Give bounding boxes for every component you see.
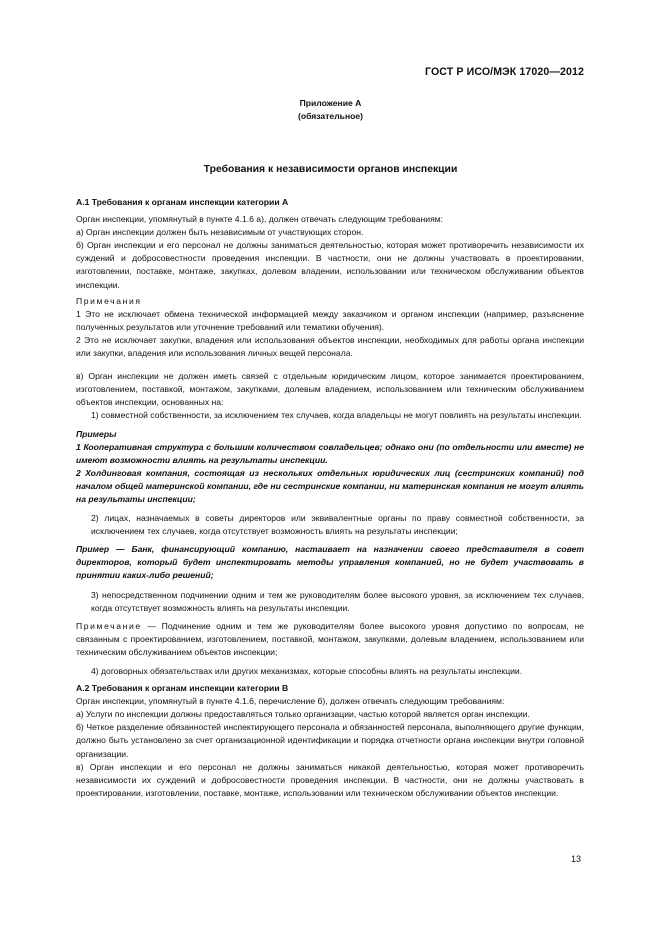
c-subitem-4: 4) договорных обязательствах или других механизмах, которые способны влиять на результаты инспекции. bbox=[91, 666, 523, 676]
standard-designation: ГОСТ Р ИСО/МЭК 17020—2012 bbox=[425, 66, 584, 78]
page-number: 13 bbox=[570, 854, 581, 864]
c-subitem-2: 2) лицах, назначаемых в советы директоров или эквивалентные органы по праву совместной собственности, за исключением тех случаев, когда отсутствует возможность влиять на результаты инспекции; bbox=[91, 513, 584, 537]
a1-item-a: а) Орган инспекции должен быть независимым от участвующих сторон. bbox=[76, 227, 364, 238]
note-2: 2 Это не исключает закупки, владения или использования объектов инспекции, необходимых для работы органа инспекции или закупки, владения или использования личных вещей персонала. bbox=[76, 334, 584, 359]
note-3 bbox=[76, 620, 584, 659]
example-3: Пример — Банк, финансирующий компанию, настаивает на назначении своего представителя в совет директоров, который будет инспектировать методы управления компанией, но не будет участвовать в принятии каких-либо решений; bbox=[76, 544, 584, 581]
a2-item-c: в) Орган инспекции и его персонал не должны заниматься никакой деятельностью, которая может противоречить независимости их суждений и добросовестности проведения инспекции. В частности, они не должны участвовать в проектировании, изготовлении, поставке, монтаже, использовании или техническом обслуживании объектов инспекции. bbox=[76, 761, 584, 798]
example-1: 1 Кооперативная структура с большим количеством совладельцев; однако они (по отдельности или вместе) не имеют возможности влиять на результаты инспекции. bbox=[76, 441, 584, 465]
note-3-text: — Подчинение одним и тем же руководителям более высокого уровня допустимо по вопросам, не связанным с проектированием, изготовлением, поставкой, монтажом, закупками, долевым владением, использованием или техническим обслуживанием объектов инспекции; bbox=[76, 620, 584, 657]
page-title: Требования к независимости органов инспекции bbox=[203, 164, 458, 175]
a2-item-b: б) Четкое разделение обязанностей инспектирующего персонала и обязанностей персонала, выполняющего другие функции, должно быть установлено за счет организационной идентификации и порядка отчетности органа инспекции внутри головной организации. bbox=[76, 722, 584, 759]
a2-item-a: а) Услуги по инспекции должны предоставляться только организации, частью которой является орган инспекции. bbox=[76, 709, 530, 720]
c-subitem-3: 3) непосредственном подчинении одним и тем же руководителям более высокого уровня, за исключением тех случаев, когда отсутствует возможность влиять на результаты инспекции. bbox=[91, 589, 584, 613]
note-1: 1 Это не исключает обмена технической информацией между заказчиком и органом инспекции (например, разъяснение полученных результатов или уточнение требований или тематики обучения). bbox=[76, 308, 584, 332]
section-a1-heading: А.1 Требования к органам инспекции категории А bbox=[76, 197, 289, 207]
a2-intro: Орган инспекции, упомянутый в пункте 4.1.6, перечисление б), должен отвечать следующим требованиям: bbox=[76, 696, 505, 707]
example-2: 2 Холдинговая компания, состоящая из нескольких отдельных юридических лиц (сестринских компаний) под началом общей материнской компании, где ни сестринские компании, ни материнская компания не могут влиять на результаты инспекции; bbox=[76, 467, 584, 504]
section-a2-heading: А.2 Требования к органам инспекции категории В bbox=[76, 683, 289, 694]
annex-status: (обязательное) bbox=[297, 111, 364, 121]
c-subitem-1: 1) совместной собственности, за исключением тех случаев, когда владельцы не могут повлиять на результаты инспекции. bbox=[91, 410, 582, 421]
a1-item-b: б) Орган инспекции и его персонал не должны заниматься деятельностью, которая может противоречить независимости их суждений и добросовестности проведения инспекции. В частности, они не должны участвовать в проектировании, изготовлении, поставке, монтаже, закупках, долевом владении, использовании или техническом обслуживании объектов инспекции. bbox=[76, 240, 584, 290]
a1-item-c: в) Орган инспекции не должен иметь связей с отдельным юридическим лицом, которое занимается проектированием, изготовлением, поставкой, монтажом, закупками, долевым владением, использованием или техническим обслуживанием объектов инспекции, основанных на: bbox=[76, 371, 584, 408]
annex-title: Приложение А bbox=[299, 98, 362, 108]
a1-intro: Орган инспекции, упомянутый в пункте 4.1.6 а), должен отвечать следующим требованиям: bbox=[76, 214, 444, 225]
document-body bbox=[76, 196, 584, 800]
note-3-label: Примечание bbox=[76, 620, 142, 631]
examples-label: Примеры bbox=[76, 428, 117, 439]
notes-label: Примечания bbox=[76, 295, 142, 306]
